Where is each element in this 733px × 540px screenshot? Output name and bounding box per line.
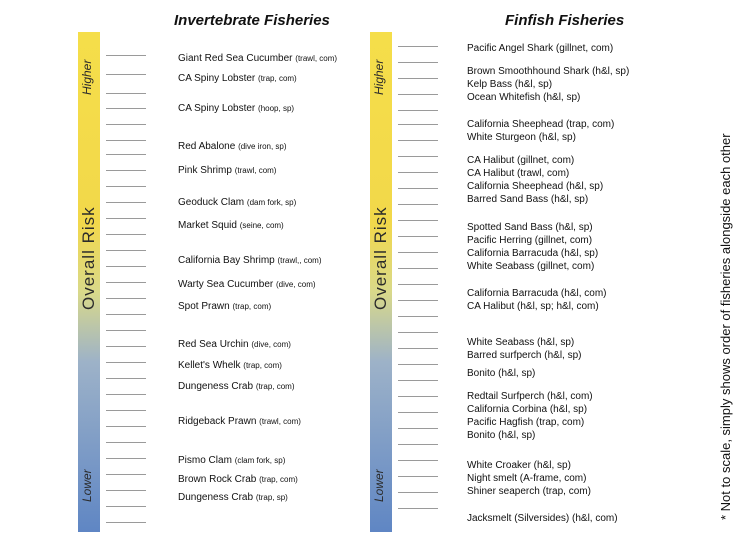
invertebrate-tick xyxy=(106,474,146,475)
finfish-fishery-group xyxy=(467,336,582,380)
finfish-tick xyxy=(398,94,438,95)
finfish-axis-lower: Lower xyxy=(372,469,386,502)
finfish-tick xyxy=(398,204,438,205)
invertebrate-tick xyxy=(106,234,146,235)
finfish-tick xyxy=(398,236,438,237)
invertebrate-tick xyxy=(106,522,146,523)
finfish-tick xyxy=(398,252,438,253)
finfish-tick xyxy=(398,316,438,317)
scale-footnote: * Not to scale, simply shows order of fisheries alongside each other xyxy=(718,133,733,520)
invertebrate-fishery: Brown Rock Crab (trap, com) xyxy=(178,474,298,485)
invertebrate-tick xyxy=(106,170,146,171)
finfish-fishery: Spotted Sand Bass (h&l, sp) xyxy=(467,222,593,233)
finfish-fishery: Redtail Surfperch (h&l, com) xyxy=(467,391,593,402)
invertebrate-fishery: Red Sea Urchin (dive, com) xyxy=(178,339,291,350)
finfish-tick xyxy=(398,348,438,349)
invertebrate-tick xyxy=(106,346,146,347)
invertebrate-tick xyxy=(106,298,146,299)
invertebrate-fishery: Geoduck Clam (dam fork, sp) xyxy=(178,197,297,208)
finfish-fishery: Barred surfperch (h&l, sp) xyxy=(467,350,582,361)
finfish-tick xyxy=(398,110,438,111)
invertebrate-fishery: Dungeness Crab (trap, sp) xyxy=(178,492,288,503)
finfish-tick xyxy=(398,268,438,269)
finfish-fishery: CA Halibut (h&l, sp; h&l, com) xyxy=(467,301,599,312)
finfish-fishery: California Barracuda (h&l, com) xyxy=(467,288,607,299)
finfish-tick xyxy=(398,284,438,285)
finfish-fishery: Kelp Bass (h&l, sp) xyxy=(467,79,553,90)
invertebrate-tick xyxy=(106,410,146,411)
finfish-tick xyxy=(398,140,438,141)
finfish-fishery-group xyxy=(467,287,607,313)
invertebrate-tick xyxy=(106,124,146,125)
finfish-fishery-group xyxy=(467,42,613,55)
finfish-fishery: Pacific Herring (gillnet, com) xyxy=(467,235,593,246)
invertebrate-tick xyxy=(106,314,146,315)
finfish-tick xyxy=(398,492,438,493)
finfish-fishery: CA Halibut (trawl, com) xyxy=(467,168,570,179)
invertebrate-tick xyxy=(106,218,146,219)
invertebrate-fishery: Dungeness Crab (trap, com) xyxy=(178,381,295,392)
finfish-fishery: White Seabass (h&l, sp) xyxy=(467,337,575,348)
invertebrate-title: Invertebrate Fisheries xyxy=(174,12,330,29)
finfish-tick xyxy=(398,156,438,157)
invertebrate-tick xyxy=(106,282,146,283)
finfish-tick xyxy=(398,220,438,221)
invertebrate-tick xyxy=(106,55,146,56)
finfish-fishery: Pacific Angel Shark (gillnet, com) xyxy=(467,43,614,54)
invertebrate-tick xyxy=(106,140,146,141)
invertebrate-fishery: California Bay Shrimp (trawl,, com) xyxy=(178,255,322,266)
finfish-fishery: Bonito (h&l, sp) xyxy=(467,368,536,379)
invertebrate-tick xyxy=(106,108,146,109)
finfish-fishery: Shiner seaperch (trap, com) xyxy=(467,486,591,497)
finfish-fishery: California Sheephead (trap, com) xyxy=(467,119,615,130)
finfish-tick xyxy=(398,332,438,333)
finfish-fishery-group xyxy=(467,154,603,206)
finfish-tick xyxy=(398,300,438,301)
finfish-fishery: CA Halibut (gillnet, com) xyxy=(467,155,575,166)
finfish-tick xyxy=(398,78,438,79)
finfish-fishery-group xyxy=(467,65,629,104)
finfish-tick xyxy=(398,412,438,413)
finfish-fishery: California Corbina (h&l, sp) xyxy=(467,404,588,415)
invertebrate-tick xyxy=(106,250,146,251)
finfish-title: Finfish Fisheries xyxy=(505,12,625,29)
invertebrate-axis-lower: Lower xyxy=(80,469,94,502)
invertebrate-tick xyxy=(106,394,146,395)
finfish-fishery-group xyxy=(467,118,614,144)
finfish-fishery: White Sturgeon (h&l, sp) xyxy=(467,132,576,143)
invertebrate-fishery: Spot Prawn (trap, com) xyxy=(178,301,272,312)
finfish-tick xyxy=(398,124,438,125)
finfish-fishery-group xyxy=(467,459,591,498)
invertebrate-fishery: Market Squid (seine, com) xyxy=(178,220,284,231)
finfish-fishery: White Seabass (gillnet, com) xyxy=(467,261,595,272)
finfish-fishery-group xyxy=(467,221,598,273)
finfish-fishery: Barred Sand Bass (h&l, sp) xyxy=(467,194,589,205)
invertebrate-tick xyxy=(106,506,146,507)
invertebrate-fishery: CA Spiny Lobster (trap, com) xyxy=(178,73,297,84)
finfish-fishery: Pacific Hagfish (trap, com) xyxy=(467,417,585,428)
finfish-fishery: Jacksmelt (Silversides) (h&l, com) xyxy=(467,513,618,524)
finfish-fishery: White Croaker (h&l, sp) xyxy=(467,460,571,471)
invertebrate-tick xyxy=(106,490,146,491)
invertebrate-tick xyxy=(106,202,146,203)
finfish-tick xyxy=(398,460,438,461)
invertebrate-tick xyxy=(106,266,146,267)
invertebrate-tick xyxy=(106,330,146,331)
finfish-tick xyxy=(398,172,438,173)
finfish-tick xyxy=(398,188,438,189)
invertebrate-tick xyxy=(106,442,146,443)
finfish-fishery: Bonito (h&l, sp) xyxy=(467,430,536,441)
finfish-fishery-group xyxy=(467,390,593,442)
finfish-fishery: California Sheephead (h&l, sp) xyxy=(467,181,604,192)
invertebrate-tick xyxy=(106,426,146,427)
invertebrate-fishery: Pink Shrimp (trawl, com) xyxy=(178,165,277,176)
finfish-fishery: Night smelt (A-frame, com) xyxy=(467,473,587,484)
finfish-tick xyxy=(398,396,438,397)
invertebrate-axis-higher: Higher xyxy=(80,59,94,95)
invertebrate-fishery: Pismo Clam (clam fork, sp) xyxy=(178,455,286,466)
finfish-tick xyxy=(398,508,438,509)
invertebrate-fishery: Red Abalone (dive iron, sp) xyxy=(178,141,287,152)
invertebrate-tick xyxy=(106,378,146,379)
finfish-tick xyxy=(398,62,438,63)
invertebrate-tick xyxy=(106,93,146,94)
finfish-tick xyxy=(398,428,438,429)
finfish-fishery: Ocean Whitefish (h&l, sp) xyxy=(467,92,581,103)
finfish-fishery: Brown Smoothhound Shark (h&l, sp) xyxy=(467,66,630,77)
invertebrate-tick xyxy=(106,458,146,459)
finfish-axis-higher: Higher xyxy=(372,59,386,95)
invertebrate-axis-overall-risk: Overall Risk xyxy=(79,206,98,310)
invertebrate-fishery: Kellet's Whelk (trap, com) xyxy=(178,360,282,371)
finfish-tick xyxy=(398,476,438,477)
finfish-tick xyxy=(398,46,438,47)
finfish-fishery: California Barracuda (h&l, sp) xyxy=(467,248,599,259)
invertebrate-tick xyxy=(106,154,146,155)
invertebrate-fishery: CA Spiny Lobster (hoop, sp) xyxy=(178,103,295,114)
invertebrate-tick xyxy=(106,74,146,75)
invertebrate-tick xyxy=(106,186,146,187)
invertebrate-fishery: Warty Sea Cucumber (dive, com) xyxy=(178,279,316,290)
finfish-tick xyxy=(398,444,438,445)
invertebrate-fishery: Ridgeback Prawn (trawl, com) xyxy=(178,416,301,427)
finfish-tick xyxy=(398,380,438,381)
invertebrate-fishery: Giant Red Sea Cucumber (trawl, com) xyxy=(178,53,338,64)
finfish-fishery-group xyxy=(467,512,618,525)
finfish-tick xyxy=(398,364,438,365)
finfish-axis-overall-risk: Overall Risk xyxy=(371,206,390,310)
invertebrate-tick xyxy=(106,362,146,363)
